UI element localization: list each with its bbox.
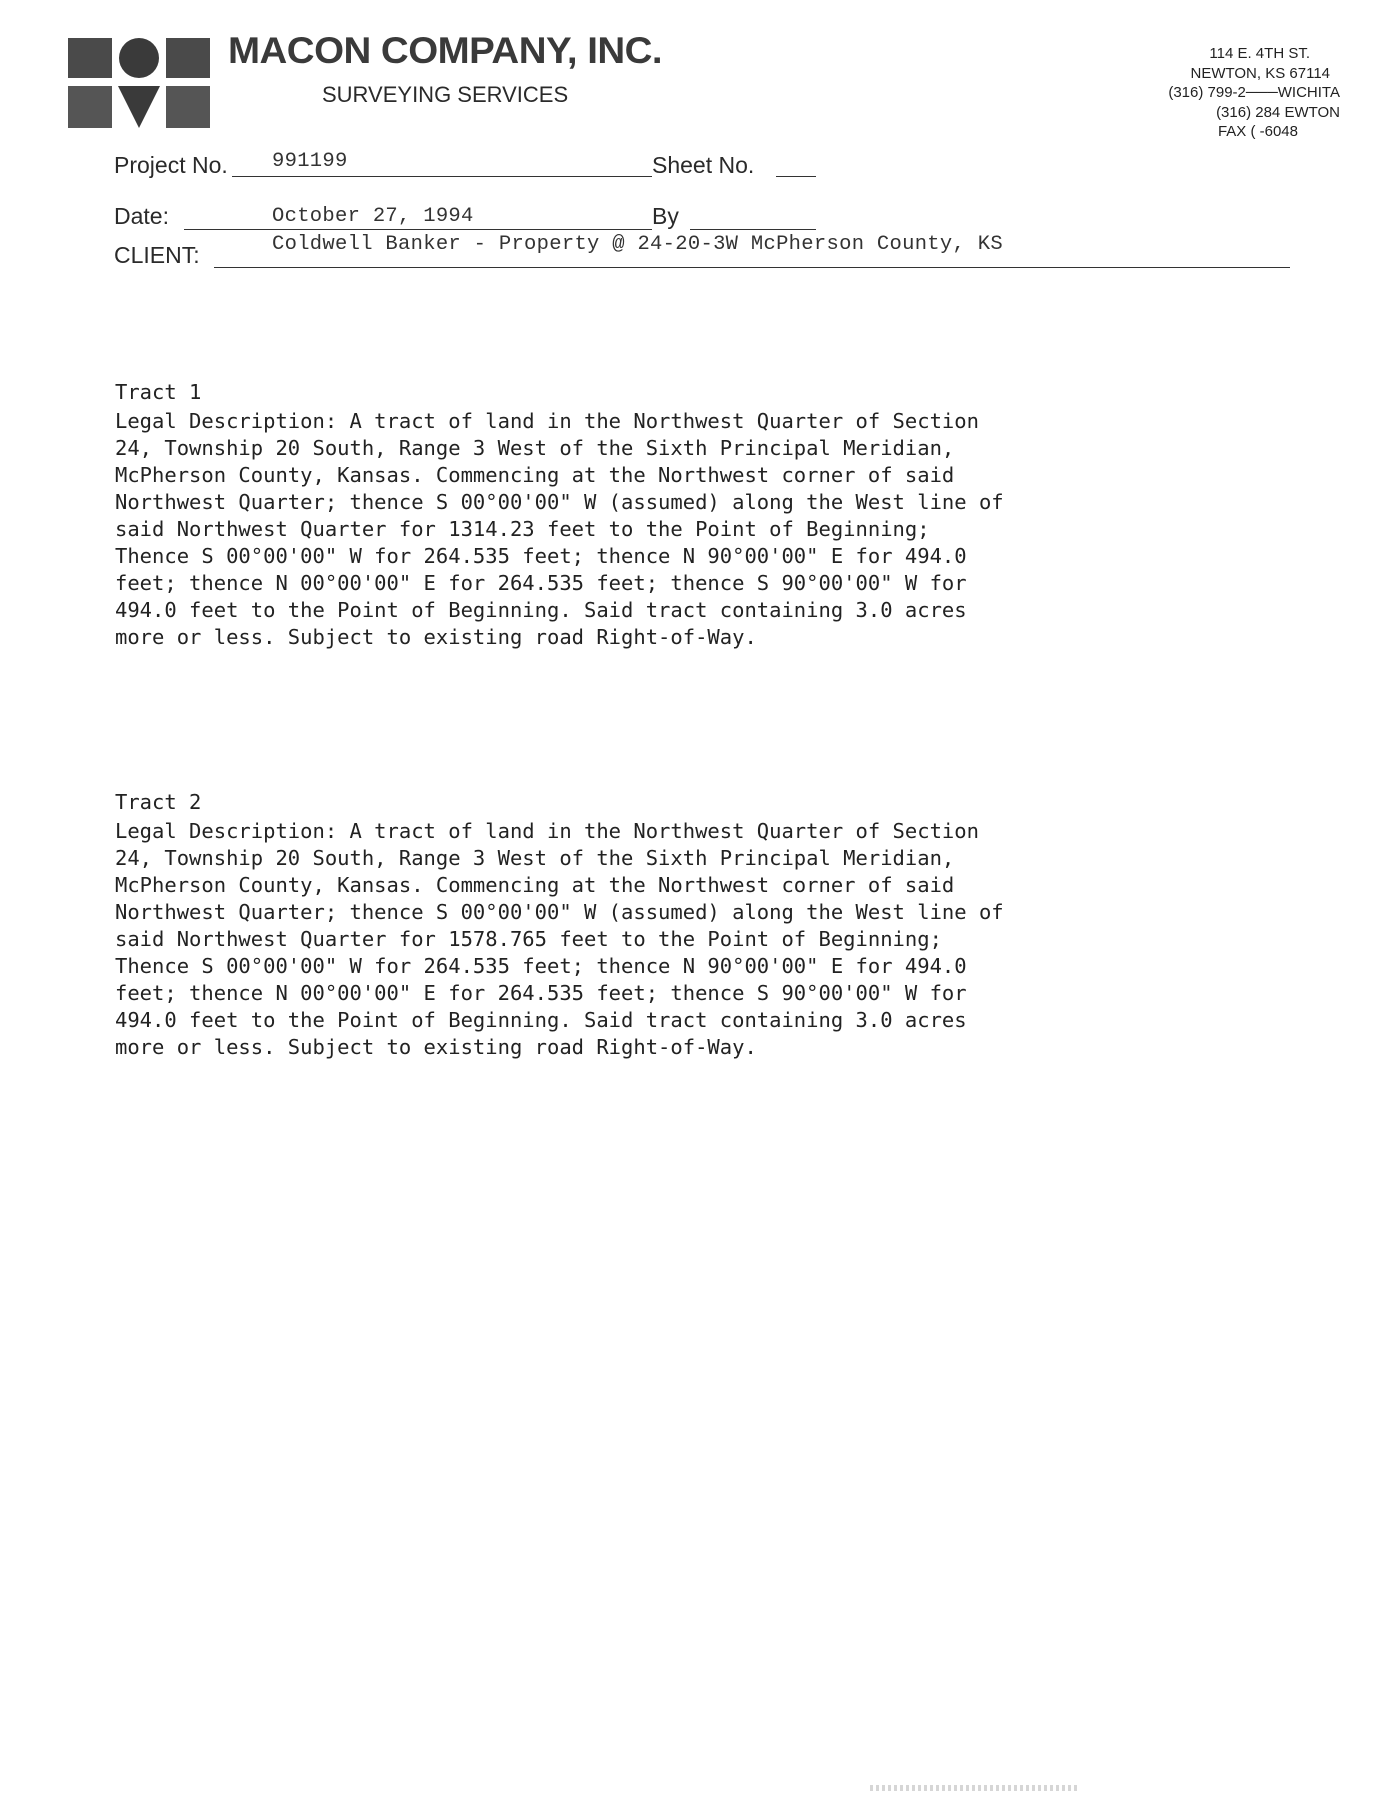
tract-2-line: feet; thence N 00°00'00" E for 264.535 feet; thence S 90°00'00" W for (115, 981, 967, 1005)
scan-artifact (870, 1785, 1080, 1791)
client-value: Coldwell Banker - Property @ 24-20-3W McPherson County, KS (272, 233, 1003, 256)
by-label: By (652, 203, 679, 229)
tract-2-line: said Northwest Quarter for 1578.765 feet to the Point of Beginning; (115, 927, 942, 951)
fax-number: FAX ( -6048 (1217, 123, 1298, 140)
tract-2-heading: Tract 2 (115, 790, 202, 814)
company-name: MACON COMPANY, INC. (228, 30, 663, 71)
tract-1-description (115, 408, 1345, 651)
client-line (214, 267, 1290, 268)
project-no-value: 991199 (272, 150, 348, 173)
phone-wichita: (316) 799-2───WICHITA (1168, 84, 1340, 101)
tract-1-line: feet; thence N 00°00'00" E for 264.535 feet; thence S 90°00'00" W for (115, 571, 967, 595)
address-street: 114 E. 4TH ST. (1209, 45, 1310, 62)
tract-1-line: Northwest Quarter; thence S 00°00'00" W (assumed) along the West line of (115, 490, 1004, 514)
client-label: CLIENT: (114, 242, 200, 268)
tract-2-line: McPherson County, Kansas. Commencing at the Northwest corner of said (115, 873, 955, 897)
date-value: October 27, 1994 (272, 205, 474, 228)
tract-1-line: 494.0 feet to the Point of Beginning. Said tract containing 3.0 acres (115, 598, 967, 622)
tract-2-line: 24, Township 20 South, Range 3 West of the Sixth Principal Meridian, (115, 846, 955, 870)
tract-2-line: 494.0 feet to the Point of Beginning. Said tract containing 3.0 acres (115, 1008, 967, 1032)
tract-1-line: Legal Description: A tract of land in the Northwest Quarter of Section (115, 409, 979, 433)
tract-2-line: Thence S 00°00'00" W for 264.535 feet; thence N 90°00'00" E for 494.0 (115, 954, 967, 978)
project-no-label: Project No. (114, 152, 228, 178)
company-address (1090, 44, 1340, 142)
address-city: NEWTON, KS 67114 (1190, 64, 1330, 82)
sheet-no-label: Sheet No. (652, 152, 755, 178)
date-line (184, 229, 652, 230)
tract-1-line: McPherson County, Kansas. Commencing at the Northwest corner of said (115, 463, 955, 487)
tract-1-line: more or less. Subject to existing road Right-of-Way. (115, 625, 757, 649)
phone-newton: (316) 284 EWTON (1216, 103, 1340, 121)
tract-2-description (115, 818, 1345, 1061)
date-label: Date: (114, 203, 169, 229)
tract-1-heading: Tract 1 (115, 380, 202, 404)
tract-1-line: 24, Township 20 South, Range 3 West of the Sixth Principal Meridian, (115, 436, 955, 460)
tract-1-line: Thence S 00°00'00" W for 264.535 feet; thence N 90°00'00" E for 494.0 (115, 544, 967, 568)
company-subtitle: SURVEYING SERVICES (322, 82, 569, 107)
company-logo (68, 38, 210, 128)
project-no-line (232, 176, 652, 177)
tract-2-line: more or less. Subject to existing road Right-of-Way. (115, 1035, 757, 1059)
sheet-no-line (776, 176, 816, 177)
tract-2-line: Legal Description: A tract of land in the Northwest Quarter of Section (115, 819, 979, 843)
tract-1-line: said Northwest Quarter for 1314.23 feet to the Point of Beginning; (115, 517, 930, 541)
tract-2-line: Northwest Quarter; thence S 00°00'00" W (assumed) along the West line of (115, 900, 1004, 924)
by-line (690, 229, 816, 230)
